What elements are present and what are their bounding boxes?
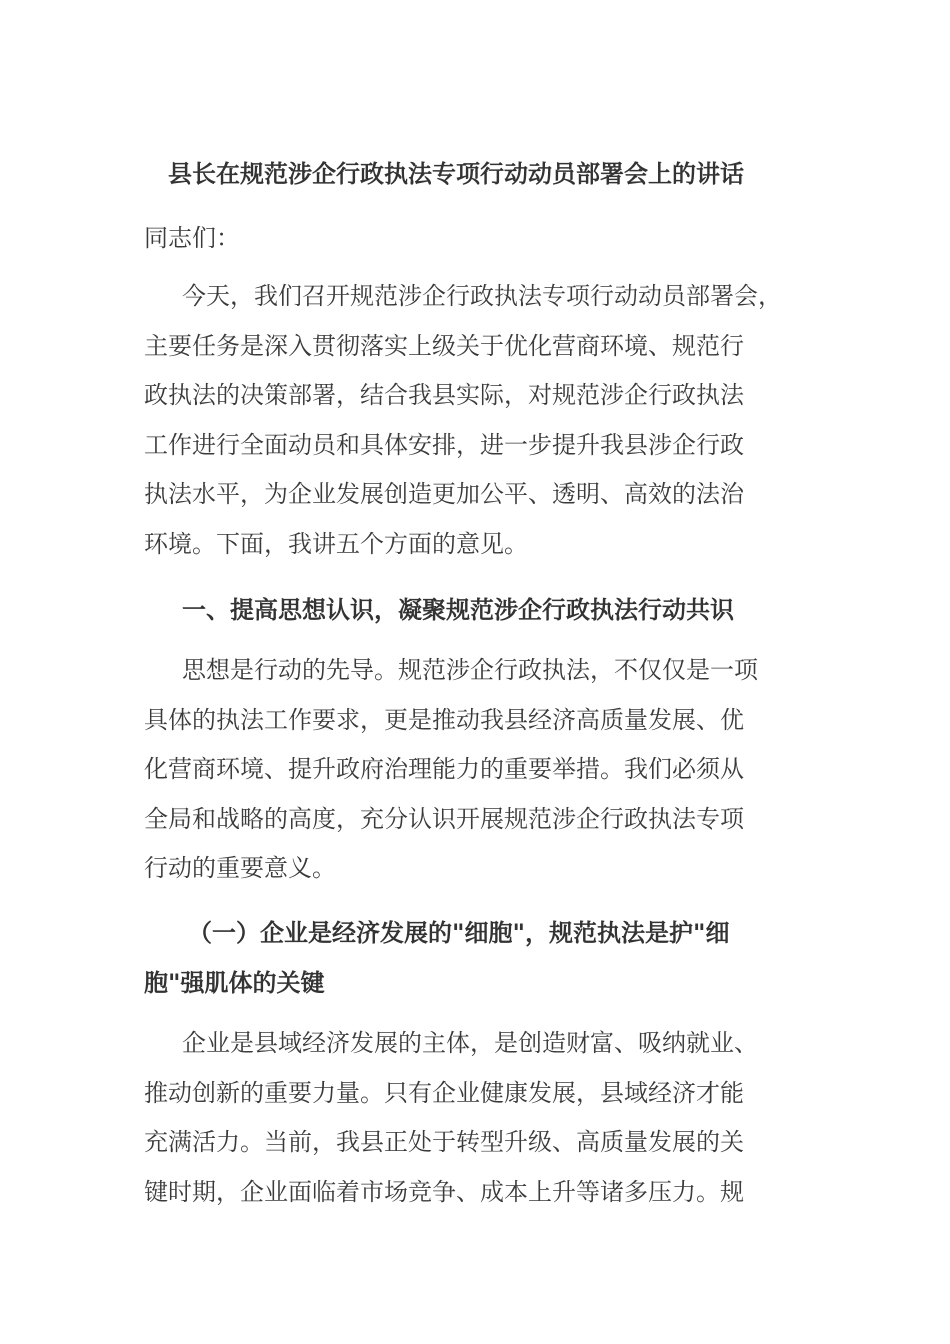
paragraph-line: 键时期，企业面临着市场竞争、成本上升等诸多压力。规 [144,1177,744,1206]
paragraph-line: 全局和战略的高度，充分认识开展规范涉企行政执法专项 [144,804,744,833]
paragraph-line: 充满活力。当前，我县正处于转型升级、高质量发展的关 [144,1128,744,1157]
paragraph-line: 主要任务是深入贯彻落实上级关于优化营商环境、规范行 [144,331,744,360]
subsection-paragraph [144,1019,824,1217]
paragraph-line: 行动的重要意义。 [144,854,336,883]
paragraph-line: 执法水平，为企业发展创造更加公平、透明、高效的法治 [144,480,744,509]
intro-paragraph [144,272,824,570]
subsection-heading [144,908,824,1008]
paragraph-line: 环境。下面，我讲五个方面的意见。 [144,529,528,558]
paragraph-line: 具体的执法工作要求，更是推动我县经济高质量发展、优 [144,705,744,734]
paragraph-line: 化营商环境、提升政府治理能力的重要举措。我们必须从 [144,755,744,784]
paragraph-line: 推动创新的重要力量。只有企业健康发展，县域经济才能 [144,1078,744,1107]
section-paragraph [144,646,824,894]
section-heading: 一、提高思想认识，凝聚规范涉企行政执法行动共识 [182,596,734,624]
paragraph-line: 工作进行全面动员和具体安排，进一步提升我县涉企行政 [144,430,744,459]
subsection-heading-line: （一）企业是经济发展的"细胞"，规范执法是护"细 [188,919,730,947]
page-title: 县长在规范涉企行政执法专项行动动员部署会上的讲话 [168,160,744,188]
paragraph-line: 政执法的决策部署，结合我县实际，对规范涉企行政执法 [144,381,744,410]
paragraph-line: 思想是行动的先导。规范涉企行政执法，不仅仅是一项 [182,656,758,684]
paragraph-line: 企业是县域经济发展的主体，是创造财富、吸纳就业、 [182,1029,758,1057]
salutation: 同志们： [144,224,240,252]
subsection-heading-line: 胞"强肌体的关键 [144,969,325,997]
paragraph-line: 今天，我们召开规范涉企行政执法专项行动动员部署会， [182,282,782,310]
